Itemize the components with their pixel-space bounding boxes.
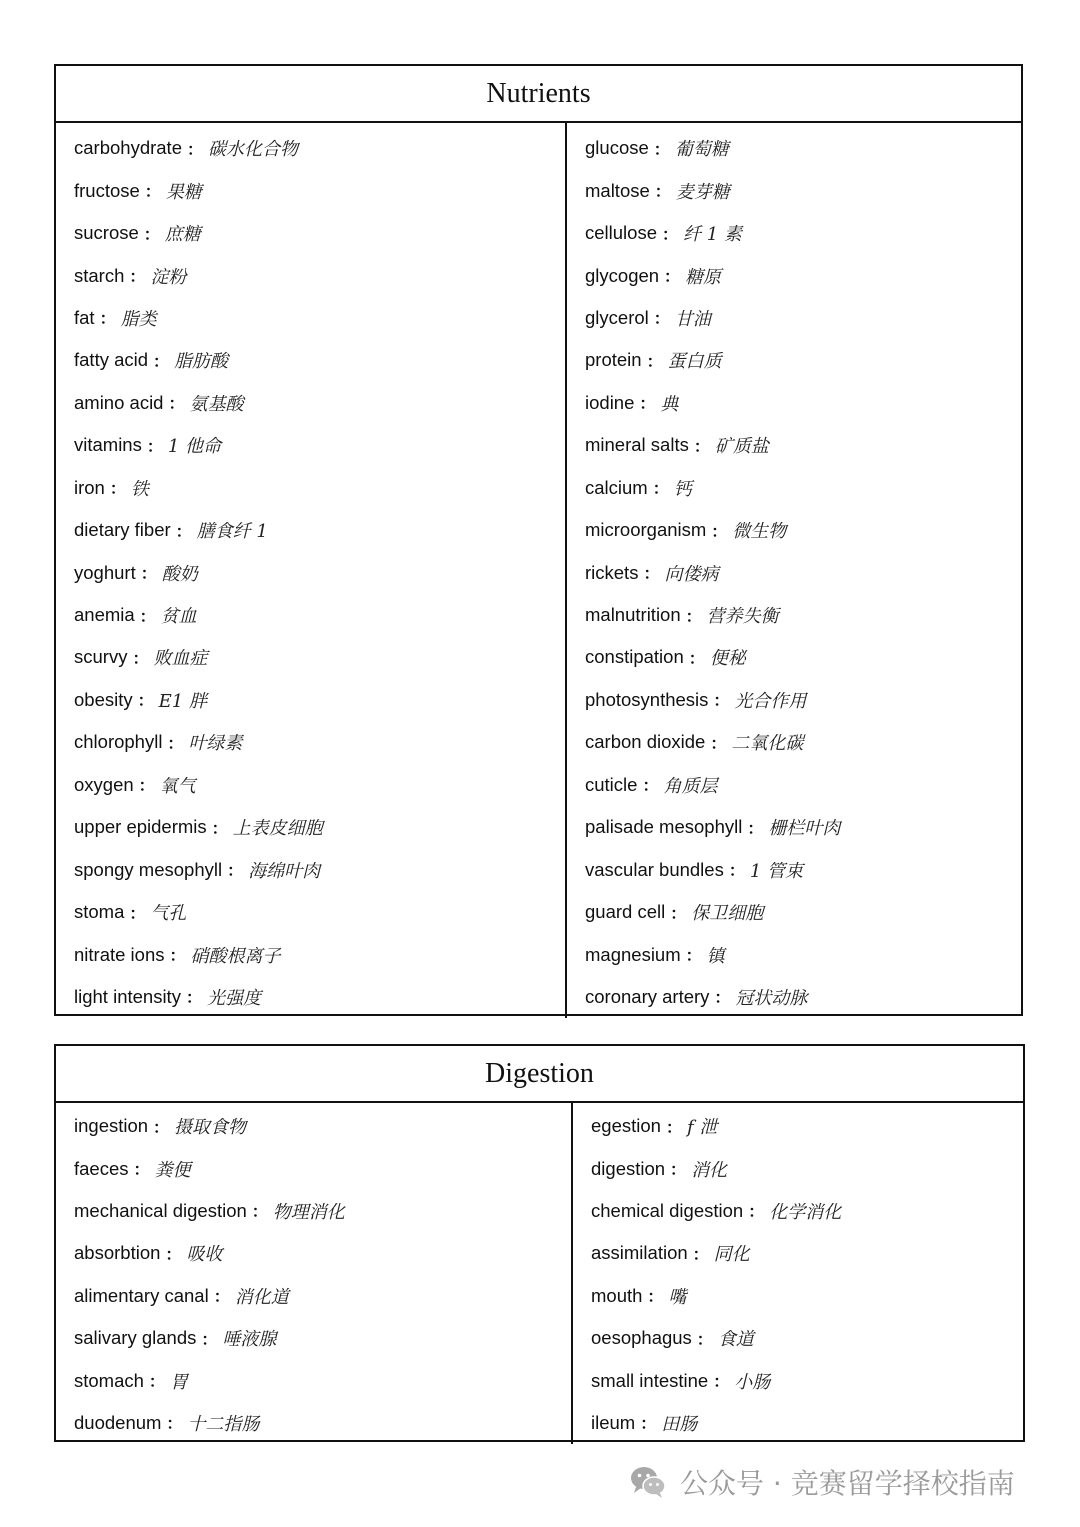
term-zh: 胃	[169, 1371, 188, 1393]
vocab-entry	[74, 891, 565, 933]
term-zh: 硝酸根离子	[190, 945, 281, 967]
digestion-title: Digestion	[56, 1046, 1023, 1103]
term-en: maltose	[585, 179, 650, 201]
term-en: glucose	[585, 137, 649, 159]
nutrients-table	[54, 64, 1023, 1016]
term-en: protein	[585, 349, 642, 371]
term-zh: 矿质盐	[714, 436, 769, 458]
vocab-entry	[74, 806, 565, 848]
separator: ：	[138, 776, 155, 796]
term-en: obesity	[74, 688, 133, 710]
term-en: digestion	[591, 1157, 666, 1179]
digestion-table	[54, 1044, 1025, 1442]
term-en: anemia	[74, 604, 135, 626]
vocab-entry	[585, 594, 1021, 636]
term-en: mechanical digestion	[74, 1199, 247, 1221]
term-zh: 物理消化	[272, 1201, 345, 1223]
vocab-entry	[74, 1402, 571, 1444]
term-en: vitamins	[74, 434, 142, 456]
separator: ：	[640, 1414, 657, 1434]
term-en: assimilation	[591, 1242, 688, 1264]
term-en: faeces	[74, 1157, 129, 1179]
separator: ：	[185, 988, 202, 1008]
vocab-entry	[74, 764, 565, 806]
separator: ：	[713, 691, 730, 711]
term-zh: 十二指肠	[187, 1413, 260, 1435]
term-en: duodenum	[74, 1411, 162, 1433]
vocab-entry	[74, 297, 565, 339]
term-zh: 光强度	[206, 987, 261, 1009]
term-zh: 铁	[130, 478, 149, 500]
nutrients-body	[56, 123, 1021, 1018]
separator: ：	[186, 139, 203, 159]
separator: ：	[165, 1244, 182, 1264]
term-zh: 粪便	[154, 1159, 191, 1181]
term-zh: 同化	[713, 1244, 750, 1266]
vocab-entry	[585, 297, 1021, 339]
vocab-entry	[585, 891, 1021, 933]
separator: ：	[653, 139, 670, 159]
term-en: iron	[74, 476, 105, 498]
separator: ：	[652, 479, 669, 499]
vocab-entry	[585, 636, 1021, 678]
vocab-entry	[74, 551, 565, 593]
separator: ：	[670, 1160, 687, 1180]
term-en: cellulose	[585, 222, 657, 244]
separator: ：	[133, 1160, 150, 1180]
term-zh: f 泄	[686, 1117, 718, 1139]
separator: ：	[688, 648, 705, 668]
term-en: starch	[74, 264, 125, 286]
separator: ：	[251, 1202, 268, 1222]
term-en: fatty acid	[74, 349, 149, 371]
separator: ：	[153, 351, 170, 371]
vocab-entry	[585, 933, 1021, 975]
term-en: scurvy	[74, 646, 128, 668]
term-en: alimentary canal	[74, 1284, 209, 1306]
separator: ：	[167, 733, 184, 753]
term-zh: 碳水化合物	[207, 139, 298, 161]
term-en: ingestion	[74, 1115, 149, 1137]
term-en: stomach	[74, 1369, 144, 1391]
vocab-entry	[585, 127, 1021, 169]
vocab-entry	[585, 848, 1021, 890]
term-zh: 上表皮细胞	[232, 818, 323, 840]
separator: ：	[747, 818, 764, 838]
term-zh: 典	[660, 393, 679, 415]
term-en: dietary fiber	[74, 519, 171, 541]
vocab-entry	[585, 679, 1021, 721]
separator: ：	[211, 818, 228, 838]
term-zh: 向偻病	[664, 563, 719, 585]
term-zh: 小肠	[734, 1371, 771, 1393]
vocab-entry	[74, 1275, 571, 1317]
vocab-entry	[585, 424, 1021, 466]
separator: ：	[143, 224, 160, 244]
separator: ：	[153, 1117, 170, 1137]
separator: ：	[654, 182, 671, 202]
term-zh: 叶绿素	[188, 733, 243, 755]
vocab-entry	[585, 806, 1021, 848]
term-en: mouth	[591, 1284, 643, 1306]
vocab-entry	[591, 1402, 1023, 1444]
separator: ：	[646, 351, 663, 371]
term-zh: 麦芽糖	[675, 181, 730, 203]
term-en: carbohydrate	[74, 137, 182, 159]
term-en: fructose	[74, 179, 140, 201]
vocab-entry	[74, 212, 565, 254]
vocab-entry	[74, 424, 565, 466]
vocab-entry	[74, 169, 565, 211]
nutrients-title: Nutrients	[56, 66, 1021, 123]
separator: ：	[148, 1372, 165, 1392]
term-en: oxygen	[74, 773, 134, 795]
term-zh: 摄取食物	[174, 1117, 247, 1139]
term-zh: 田肠	[661, 1413, 698, 1435]
vocab-entry	[585, 721, 1021, 763]
vocab-entry	[585, 382, 1021, 424]
term-zh: 贫血	[160, 606, 197, 628]
term-zh: 糖原	[685, 266, 722, 288]
vocab-entry	[74, 721, 565, 763]
separator: ：	[144, 182, 161, 202]
term-zh: 脂类	[120, 308, 157, 330]
term-zh: 镇	[706, 945, 725, 967]
separator: ：	[710, 733, 727, 753]
separator: ：	[748, 1202, 765, 1222]
term-en: amino acid	[74, 391, 164, 413]
vocab-entry	[585, 764, 1021, 806]
vocab-entry	[74, 254, 565, 296]
term-en: chemical digestion	[591, 1199, 744, 1221]
term-zh: 唾液腺	[222, 1329, 277, 1351]
vocab-entry	[591, 1105, 1023, 1147]
term-en: spongy mesophyll	[74, 858, 223, 880]
term-en: egestion	[591, 1115, 661, 1137]
term-en: chlorophyll	[74, 731, 163, 753]
vocab-entry	[585, 976, 1021, 1018]
term-en: nitrate ions	[74, 943, 165, 965]
term-zh: 嘴	[668, 1286, 687, 1308]
vocab-entry	[74, 339, 565, 381]
term-en: constipation	[585, 646, 684, 668]
vocab-entry	[74, 1317, 571, 1359]
term-zh: 淀粉	[150, 266, 187, 288]
term-zh: 钙	[673, 478, 692, 500]
separator: ：	[129, 903, 146, 923]
term-zh: 气孔	[150, 903, 187, 925]
term-en: rickets	[585, 561, 639, 583]
term-zh: 化学消化	[769, 1201, 842, 1223]
term-en: yoghurt	[74, 561, 136, 583]
separator: ：	[129, 267, 146, 287]
term-zh: 便秘	[709, 648, 746, 670]
term-zh: 二氧化碳	[731, 733, 804, 755]
term-zh: 酸奶	[161, 563, 198, 585]
term-zh: 纤 1 素	[683, 224, 742, 246]
separator: ：	[643, 564, 660, 584]
vocab-entry	[74, 127, 565, 169]
vocab-entry	[585, 254, 1021, 296]
digestion-right-column	[573, 1103, 1023, 1444]
term-zh: 微生物	[732, 521, 787, 543]
term-zh: 栅栏叶肉	[768, 818, 841, 840]
term-en: oesophagus	[591, 1327, 692, 1349]
term-zh: 1 他命	[167, 436, 222, 458]
term-en: small intestine	[591, 1369, 709, 1391]
term-zh: 消化	[691, 1159, 728, 1181]
term-en: glycerol	[585, 306, 649, 328]
vocab-entry	[585, 339, 1021, 381]
separator: ：	[169, 946, 186, 966]
term-zh: 食道	[717, 1329, 754, 1351]
separator: ：	[146, 436, 163, 456]
term-en: microorganism	[585, 519, 707, 541]
separator: ：	[670, 903, 687, 923]
digestion-left-column	[56, 1103, 573, 1444]
wechat-icon	[628, 1462, 668, 1502]
separator: ：	[661, 224, 678, 244]
term-zh: 营养失衡	[706, 606, 779, 628]
separator: ：	[140, 564, 157, 584]
separator: ：	[166, 1414, 183, 1434]
term-zh: 保卫细胞	[691, 903, 764, 925]
separator: ：	[227, 861, 244, 881]
vocab-entry	[585, 169, 1021, 211]
term-zh: 膳食纤 1	[196, 521, 268, 543]
vocab-entry	[591, 1232, 1023, 1274]
term-en: magnesium	[585, 943, 681, 965]
digestion-body	[56, 1103, 1023, 1444]
vocab-entry	[585, 212, 1021, 254]
vocab-entry	[591, 1317, 1023, 1359]
vocab-entry	[74, 1359, 571, 1401]
term-en: coronary artery	[585, 985, 710, 1007]
separator: ：	[665, 1117, 682, 1137]
term-zh: 氧气	[159, 775, 196, 797]
term-en: stoma	[74, 901, 125, 923]
separator: ：	[639, 394, 656, 414]
vocab-entry	[74, 1190, 571, 1232]
vocab-entry	[74, 848, 565, 890]
term-zh: 海绵叶肉	[248, 860, 321, 882]
nutrients-left-column	[56, 123, 567, 1018]
vocab-entry	[74, 382, 565, 424]
vocab-entry	[74, 509, 565, 551]
vocab-entry	[591, 1275, 1023, 1317]
watermark-text: 公众号 · 竞赛留学择校指南	[680, 1467, 1015, 1500]
separator: ：	[109, 479, 126, 499]
separator: ：	[713, 1372, 730, 1392]
separator: ：	[175, 521, 192, 541]
term-en: ileum	[591, 1411, 636, 1433]
term-en: cuticle	[585, 773, 638, 795]
separator: ：	[213, 1287, 230, 1307]
vocab-entry	[591, 1359, 1023, 1401]
term-en: calcium	[585, 476, 648, 498]
vocab-entry	[74, 1232, 571, 1274]
vocab-entry	[74, 594, 565, 636]
watermark	[628, 1462, 1015, 1502]
term-en: glycogen	[585, 264, 660, 286]
vocab-entry	[74, 933, 565, 975]
separator: ：	[168, 394, 185, 414]
term-zh: 甘油	[674, 308, 711, 330]
term-zh: 庶糖	[164, 224, 201, 246]
separator: ：	[728, 861, 745, 881]
separator: ：	[692, 1244, 709, 1264]
term-zh: 蛋白质	[667, 351, 722, 373]
separator: ：	[714, 988, 731, 1008]
term-en: light intensity	[74, 985, 181, 1007]
separator: ：	[132, 648, 149, 668]
term-en: carbon dioxide	[585, 731, 706, 753]
vocab-entry	[74, 467, 565, 509]
vocab-entry	[74, 636, 565, 678]
term-en: mineral salts	[585, 434, 689, 456]
term-zh: 葡萄糖	[674, 139, 729, 161]
separator: ：	[693, 436, 710, 456]
term-en: absorbtion	[74, 1242, 161, 1264]
vocab-entry	[585, 509, 1021, 551]
term-zh: 光合作用	[734, 690, 807, 712]
nutrients-right-column	[567, 123, 1021, 1018]
vocab-entry	[591, 1147, 1023, 1189]
term-zh: 角质层	[663, 775, 718, 797]
vocab-entry	[585, 551, 1021, 593]
term-zh: 1 管束	[749, 860, 804, 882]
term-en: fat	[74, 306, 95, 328]
term-zh: 果糖	[165, 181, 202, 203]
term-en: upper epidermis	[74, 816, 207, 838]
separator: ：	[642, 776, 659, 796]
separator: ：	[137, 691, 154, 711]
vocab-entry	[591, 1190, 1023, 1232]
separator: ：	[696, 1329, 713, 1349]
term-zh: 氨基酸	[189, 393, 244, 415]
vocab-entry	[74, 976, 565, 1018]
vocab-entry	[74, 1105, 571, 1147]
term-en: photosynthesis	[585, 688, 709, 710]
separator: ：	[685, 946, 702, 966]
term-en: vascular bundles	[585, 858, 724, 880]
term-zh: E1 胖	[158, 690, 207, 712]
separator: ：	[685, 606, 702, 626]
term-en: salivary glands	[74, 1327, 197, 1349]
vocab-entry	[74, 679, 565, 721]
term-en: sucrose	[74, 222, 139, 244]
term-zh: 脂肪酸	[174, 351, 229, 373]
separator: ：	[99, 309, 116, 329]
separator: ：	[711, 521, 728, 541]
separator: ：	[201, 1329, 218, 1349]
term-zh: 消化道	[234, 1286, 289, 1308]
term-zh: 败血症	[153, 648, 208, 670]
separator: ：	[647, 1287, 664, 1307]
term-en: iodine	[585, 391, 635, 413]
term-en: palisade mesophyll	[585, 816, 743, 838]
term-zh: 冠状动脉	[735, 987, 808, 1009]
vocab-entry	[585, 467, 1021, 509]
separator: ：	[139, 606, 156, 626]
vocab-entry	[74, 1147, 571, 1189]
separator: ：	[653, 309, 670, 329]
term-en: guard cell	[585, 901, 666, 923]
term-en: malnutrition	[585, 604, 681, 626]
separator: ：	[664, 267, 681, 287]
term-zh: 吸收	[186, 1244, 223, 1266]
